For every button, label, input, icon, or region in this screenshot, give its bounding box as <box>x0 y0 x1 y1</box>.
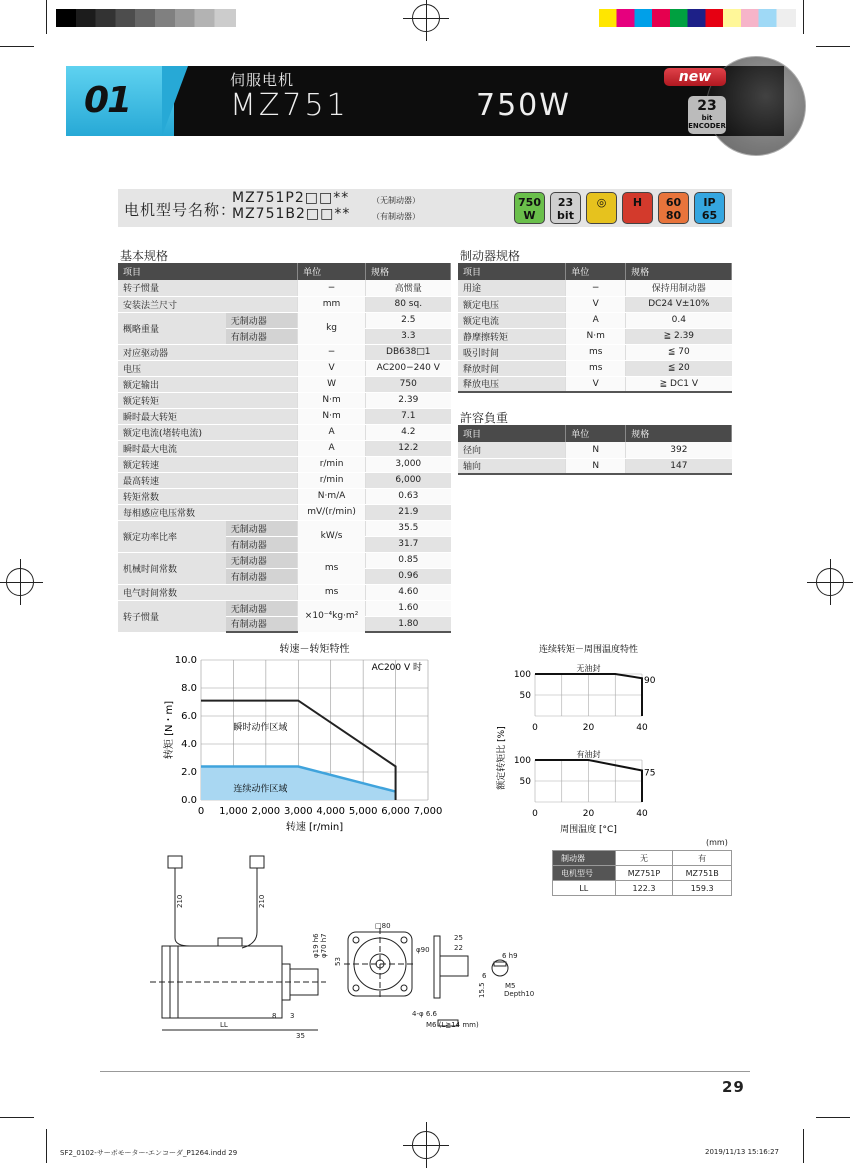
row-unit: kg <box>298 312 366 344</box>
model-row <box>553 866 732 881</box>
x-tick-label: 20 <box>582 809 595 819</box>
encoder-connector <box>168 856 182 868</box>
row-unit: ms <box>298 584 366 600</box>
ll-label: LL <box>220 1021 228 1029</box>
section-number: 01 <box>84 80 131 121</box>
brake-row-cell: 有 <box>673 851 732 866</box>
row-value: ≧ 2.39 <box>626 328 732 344</box>
row-value: 21.9 <box>366 504 451 520</box>
model-name-bar <box>118 189 732 227</box>
row-unit: mV/(r/min) <box>298 504 366 520</box>
row-item: 每相感应电压常数 <box>118 504 298 520</box>
power-connector <box>250 856 264 868</box>
speed-torque-chart <box>160 640 450 840</box>
model-without-brake: MZ751P2□□** <box>232 190 350 206</box>
encoder-bit-label: bit <box>701 114 713 122</box>
x-tick-label: 0 <box>197 806 205 817</box>
chart-title: 转速－转矩特性 <box>279 644 350 655</box>
row-value: AC200−240 V <box>366 360 451 376</box>
row-value: 392 <box>626 442 732 458</box>
row-value: 保持用制动器 <box>626 280 732 296</box>
row-unit: V <box>566 296 626 312</box>
row-value: ≦ 20 <box>626 360 732 376</box>
x-tick-label: 3,000 <box>283 806 313 817</box>
table-row <box>458 442 732 458</box>
row-item: 瞬时最大转矩 <box>118 408 298 424</box>
model-with-brake: MZ751B2□□** <box>232 206 351 222</box>
row-item: 电压 <box>118 360 298 376</box>
row-unit: N·m/A <box>298 488 366 504</box>
basic-header-1: 单位 <box>298 263 366 280</box>
row-item: 转子惯量 <box>118 280 298 296</box>
row-value: DB638□1 <box>366 344 451 360</box>
row-value: ≧ DC1 V <box>626 376 732 392</box>
y-axis-label: 额定转矩比 [%] <box>497 726 507 790</box>
depth-label: Depth10 <box>504 990 535 998</box>
table-row <box>118 344 451 360</box>
table-row <box>118 488 451 504</box>
load-spec-table <box>458 425 732 475</box>
brake-row <box>553 851 732 866</box>
load-header-0: 项目 <box>458 425 566 442</box>
d8-label: 8 <box>272 1012 277 1020</box>
row-unit: ms <box>566 360 626 376</box>
row-value: 35.5 <box>366 520 451 536</box>
h-class-icon: H <box>622 192 653 224</box>
row-value: 高惯量 <box>366 280 451 296</box>
row-value: 0.85 <box>366 552 451 568</box>
brake-spec-table <box>458 263 732 393</box>
row-unit: V <box>298 360 366 376</box>
table-row <box>458 376 732 392</box>
row-value: 7.1 <box>366 408 451 424</box>
row-item: 对应驱动器 <box>118 344 298 360</box>
row-item: 安装法兰尺寸 <box>118 296 298 312</box>
basic-header-2: 规格 <box>366 263 451 280</box>
page-number: 29 <box>722 1078 745 1096</box>
y-axis-label: 转矩 [N・m] <box>164 700 175 760</box>
d53-label: 53 <box>334 957 342 966</box>
ll-row-cell: LL <box>553 881 616 896</box>
x-tick-label: 2,000 <box>251 806 281 817</box>
footer-file: SF2_0102-サーボモーター-エンコーダ_P1264.indd 29 <box>60 1149 238 1157</box>
table-row <box>118 280 451 296</box>
footer-timestamp: 2019/11/13 15:16:27 <box>705 1148 780 1156</box>
row-item: 电气时间常数 <box>118 584 298 600</box>
row-unit: A <box>566 312 626 328</box>
x-tick-label: 1,000 <box>219 806 248 817</box>
row-unit: r/min <box>298 472 366 488</box>
row-item: 额定转矩 <box>118 392 298 408</box>
y-tick-label: 4.0 <box>181 739 197 750</box>
x-tick-label: 0 <box>532 809 538 819</box>
table-row <box>118 376 451 392</box>
23bit-encoder-icon: 23 bit <box>550 192 581 224</box>
row-item: 转矩常数 <box>118 488 298 504</box>
new-badge: new <box>664 68 726 86</box>
table-row <box>118 456 451 472</box>
model-row-cell: MZ751B <box>673 866 732 881</box>
row-value: 4.2 <box>366 424 451 440</box>
x-tick-label: 5,000 <box>348 806 378 817</box>
row-item: 径向 <box>458 442 566 458</box>
row-subitem: 无制动器 <box>226 312 298 328</box>
row-item: 静摩擦转矩 <box>458 328 566 344</box>
row-unit: V <box>566 376 626 392</box>
d35-label: 35 <box>296 1032 305 1040</box>
lead-length-2: 210 <box>258 894 266 908</box>
row-subitem: 有制动器 <box>226 568 298 584</box>
table-row <box>118 552 451 568</box>
sq80-label: □80 <box>375 922 391 930</box>
row-unit: − <box>566 280 626 296</box>
brake-row-cell: 制动器 <box>553 851 616 866</box>
row-unit: r/min <box>298 456 366 472</box>
row-item: 额定电流 <box>458 312 566 328</box>
ll-row-cell: 159.3 <box>673 881 732 896</box>
table-row <box>118 600 451 616</box>
y-tick-label: 50 <box>519 691 531 701</box>
row-subitem: 有制动器 <box>226 616 298 632</box>
x-tick-label: 6,000 <box>381 806 410 817</box>
x-tick-label: 4,000 <box>316 806 346 817</box>
row-unit: A <box>298 440 366 456</box>
table-row <box>458 458 732 474</box>
row-value: 6,000 <box>366 472 451 488</box>
row-item: 最高转速 <box>118 472 298 488</box>
row-value: 1.60 <box>366 600 451 616</box>
m5-label: M5 <box>505 982 516 990</box>
row-value: 12.2 <box>366 440 451 456</box>
table-row <box>118 504 451 520</box>
row-subitem: 无制动器 <box>226 520 298 536</box>
temperature-charts <box>490 640 690 840</box>
instant-region-label: 瞬时动作区域 <box>233 723 288 733</box>
row-subitem: 无制动器 <box>226 600 298 616</box>
row-value: 2.39 <box>366 392 451 408</box>
brake-header-2: 规格 <box>626 263 732 280</box>
y-tick-label: 10.0 <box>174 655 197 666</box>
product-power: 750W <box>476 88 571 123</box>
basic-header-0: 项目 <box>118 263 298 280</box>
row-unit: N·m <box>298 392 366 408</box>
row-value: 0.4 <box>626 312 732 328</box>
y-tick-label: 0.0 <box>181 795 197 806</box>
table-row <box>118 296 451 312</box>
ll-row-cell: 122.3 <box>615 881 673 896</box>
flange-60-icon: 60 80 <box>658 192 689 224</box>
basic-spec-title: 基本规格 <box>120 249 169 263</box>
table-row <box>118 312 451 328</box>
row-value: 1.80 <box>366 616 451 632</box>
table-row <box>118 392 451 408</box>
750w-icon: 750 W <box>514 192 545 224</box>
m6-label: M6 (L≧14 mm) <box>426 1021 479 1029</box>
model-name-label: 电机型号名称： <box>124 201 237 219</box>
note-with-brake: （有制动器） <box>372 212 420 221</box>
encoder-sub-label: ENCODER <box>688 122 726 130</box>
d6-key-label: 6 <box>482 972 487 980</box>
table-row <box>118 424 451 440</box>
model-row-cell: 电机型号 <box>553 866 616 881</box>
row-unit: A <box>298 424 366 440</box>
row-item: 轴向 <box>458 458 566 474</box>
x-tick-label: 7,000 <box>413 806 443 817</box>
mechanical-drawing <box>150 848 535 1040</box>
table-row <box>118 472 451 488</box>
y-tick-label: 2.0 <box>181 767 197 778</box>
table-row <box>118 584 451 600</box>
row-value: 0.96 <box>366 568 451 584</box>
table-row <box>458 344 732 360</box>
model-row-cell: MZ751P <box>615 866 673 881</box>
chart-subtitle: 有油封 <box>576 750 601 759</box>
load-header-2: 规格 <box>626 425 732 442</box>
end-value-label: 90 <box>644 676 656 687</box>
row-item: 额定转速 <box>118 456 298 472</box>
row-value: 750 <box>366 376 451 392</box>
row-unit: kW/s <box>298 520 366 552</box>
row-unit: N·m <box>566 328 626 344</box>
row-unit: − <box>298 344 366 360</box>
ll-row <box>553 881 732 896</box>
row-item: 额定电压 <box>458 296 566 312</box>
row-item: 瞬时最大电流 <box>118 440 298 456</box>
row-unit: N <box>566 458 626 474</box>
lead-length-1: 210 <box>176 894 184 908</box>
row-unit: N·m <box>298 408 366 424</box>
phi90-label: φ90 <box>416 946 430 954</box>
phi19-label: φ19 h6 <box>312 933 320 958</box>
ip65-icon: IP 65 <box>694 192 725 224</box>
y-tick-label: 100 <box>513 756 531 766</box>
table-row <box>118 520 451 536</box>
row-value: DC24 V±10% <box>626 296 732 312</box>
brake-header-0: 项目 <box>458 263 566 280</box>
product-category: 伺服电机 <box>230 71 295 89</box>
continuous-region-label: 连续动作区域 <box>233 784 288 795</box>
row-item: 额定输出 <box>118 376 298 392</box>
row-value: 0.63 <box>366 488 451 504</box>
row-value: 31.7 <box>366 536 451 552</box>
load-header-1: 单位 <box>566 425 626 442</box>
absolute-encoder-icon: ◎ <box>586 192 617 224</box>
table-row <box>118 408 451 424</box>
x-axis-label: 转速 [r/min] <box>285 822 344 833</box>
row-item: 用途 <box>458 280 566 296</box>
y-tick-label: 100 <box>513 670 531 680</box>
row-unit: ms <box>566 344 626 360</box>
x-tick-label: 40 <box>636 809 648 819</box>
row-unit: mm <box>298 296 366 312</box>
row-unit: ×10⁻⁴kg·m² <box>298 600 366 632</box>
row-item: 吸引时间 <box>458 344 566 360</box>
load-spec-title: 許容負重 <box>460 411 509 425</box>
x-tick-label: 20 <box>582 723 595 733</box>
header-banner <box>66 66 784 136</box>
brake-spec-title: 制动器规格 <box>460 249 521 263</box>
x-tick-label: 0 <box>532 723 538 733</box>
d22-label: 22 <box>454 944 463 952</box>
table-row <box>458 360 732 376</box>
row-value: ≦ 70 <box>626 344 732 360</box>
x-axis-label: 周围温度 [°C] <box>560 825 617 835</box>
phi70-label: φ70 h7 <box>320 933 328 958</box>
encoder-badge-icon <box>688 96 726 134</box>
row-value: 3.3 <box>366 328 451 344</box>
row-subitem: 有制动器 <box>226 328 298 344</box>
d25-label: 25 <box>454 934 463 942</box>
row-item: 额定功率比率 <box>118 520 226 552</box>
y-tick-label: 50 <box>519 777 531 787</box>
end-value-label: 75 <box>644 768 656 779</box>
note-without-brake: （无制动器） <box>372 196 420 205</box>
brake-row-cell: 无 <box>615 851 673 866</box>
row-item: 机械时间常数 <box>118 552 226 584</box>
table-row <box>458 312 732 328</box>
x-tick-label: 40 <box>636 723 648 733</box>
row-value: 4.60 <box>366 584 451 600</box>
table-row <box>458 280 732 296</box>
d15-label: 15.5 <box>478 982 486 998</box>
chart-annotation: AC200 V 时 <box>371 663 422 673</box>
row-item: 概略重量 <box>118 312 226 344</box>
chart-subtitle: 无油封 <box>576 664 601 673</box>
row-unit: N <box>566 442 626 458</box>
row-unit: ms <box>298 552 366 584</box>
table-row <box>458 328 732 344</box>
brake-header-1: 单位 <box>566 263 626 280</box>
row-item: 转子惯量 <box>118 600 226 632</box>
row-item: 释放电压 <box>458 376 566 392</box>
row-unit: W <box>298 376 366 392</box>
row-value: 147 <box>626 458 732 474</box>
dimensions-table <box>552 850 732 896</box>
d6h9-label: 6 h9 <box>502 952 518 960</box>
d3-label: 3 <box>290 1012 295 1020</box>
dims-unit: (mm) <box>706 838 728 847</box>
row-unit: − <box>298 280 366 296</box>
row-value: 3,000 <box>366 456 451 472</box>
row-value: 80 sq. <box>366 296 451 312</box>
banner-slash <box>162 66 188 136</box>
table-row <box>118 360 451 376</box>
y-tick-label: 6.0 <box>181 711 197 722</box>
footer-rule <box>100 1071 750 1072</box>
product-model: MZ751 <box>230 88 349 123</box>
row-subitem: 有制动器 <box>226 536 298 552</box>
y-tick-label: 8.0 <box>181 683 197 694</box>
row-subitem: 无制动器 <box>226 552 298 568</box>
chart-title: 连续转矩－周围温度特性 <box>538 645 639 655</box>
row-item: 额定电流(堵转电流) <box>118 424 298 440</box>
table-row <box>118 440 451 456</box>
row-value: 2.5 <box>366 312 451 328</box>
encoder-bits: 23 <box>697 98 717 114</box>
row-item: 释放时间 <box>458 360 566 376</box>
holes-label: 4-φ 6.6 <box>412 1010 437 1018</box>
table-row <box>458 296 732 312</box>
basic-spec-table <box>118 263 451 633</box>
